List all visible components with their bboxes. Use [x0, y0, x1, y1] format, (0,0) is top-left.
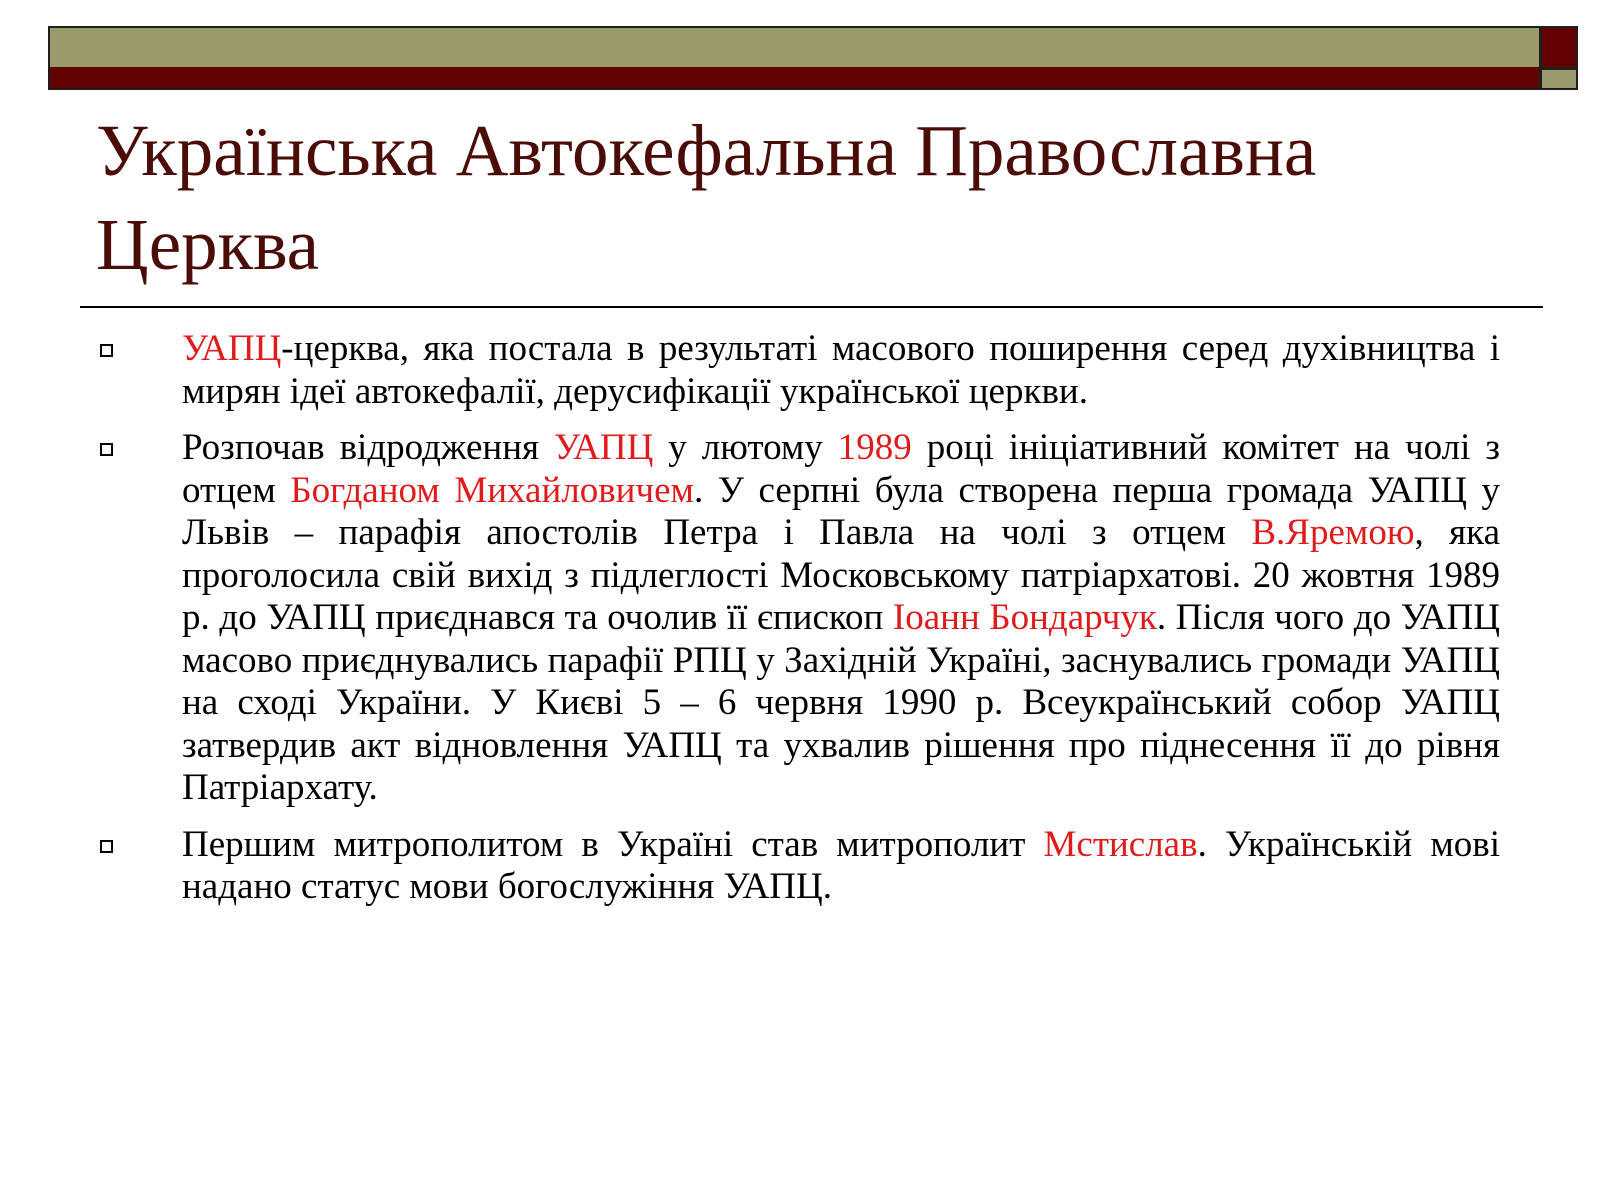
highlighted-term: 1989 [837, 427, 912, 468]
title-underline [80, 306, 1543, 308]
square-bullet-icon [100, 443, 113, 456]
top-decorative-band [48, 26, 1578, 90]
slide-title: Українська Автокефальна Православна Церква [96, 110, 1317, 285]
highlighted-term: УАПЦ [554, 427, 654, 468]
text-segment: Розпочав відродження [182, 427, 555, 468]
text-segment: . Українській мові надано статус мови богослужіння УАПЦ. [182, 823, 1500, 907]
highlighted-term: В.Яремою [1251, 512, 1415, 553]
text-segment: -церква, яка постала в результаті масового поширення серед духівництва і мирян ідеї автокефалії, дерусифікації української церкви. [182, 328, 1500, 412]
bullet-item [100, 427, 1500, 810]
text-segment: Першим митрополитом в Україні став митрополит [182, 823, 1044, 865]
highlighted-term: Богданом Михайловичем [290, 469, 694, 511]
band-olive-stripe [50, 28, 1539, 67]
corner-olive-square [1542, 70, 1576, 88]
bullet-text [182, 328, 1500, 413]
bullet-item [100, 824, 1500, 909]
text-segment: у лютому [653, 427, 838, 468]
highlighted-term: Мстислав [1043, 823, 1198, 865]
band-maroon-stripe [50, 67, 1539, 88]
bullet-text [182, 427, 1500, 810]
square-bullet-icon [100, 840, 113, 853]
text-segment: , яка проголосила свій вихід з підлеглості Московському патріархатові. 20 жовтня 1989 р. до УАПЦ приєднався та очолив її єпископ [182, 512, 1501, 638]
text-segment: . Після чого до УАПЦ масово приєднувались парафії РПЦ у Західній Україні, заснувались громади УАПЦ на сході України. У Києві 5 – 6 червня 1990 р. Всеукраїнський собор УАПЦ затвердив акт відновлення УАПЦ та ухвалив рішення про піднесення її до рівня Патріархату. [182, 597, 1500, 808]
highlighted-term: Іоанн Бондарчук [892, 597, 1157, 638]
bullet-text [182, 824, 1500, 909]
square-bullet-icon [100, 344, 113, 357]
text-segment: . У серпні була створена перша громада УАПЦ у Львів – парафія апостолів Петра і Павла на чолі з отцем [182, 469, 1500, 553]
text-segment: році ініціативний комітет на чолі з отцем [182, 427, 1500, 511]
bullet-list [100, 328, 1500, 923]
corner-maroon-square [1542, 28, 1576, 67]
highlighted-term: УАПЦ [182, 328, 282, 369]
bullet-item [100, 328, 1500, 413]
